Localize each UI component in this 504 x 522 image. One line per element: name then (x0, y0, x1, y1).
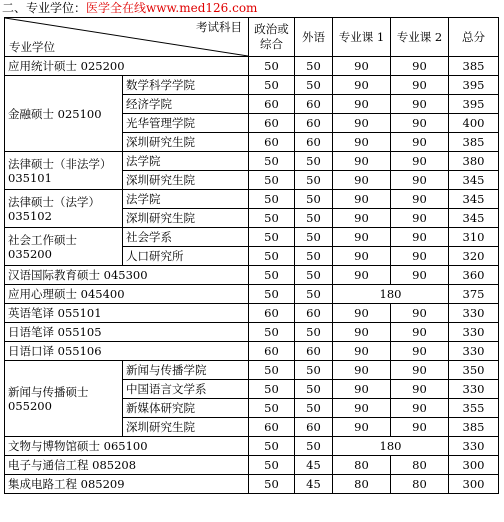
score-cell-course2: 90 (391, 342, 449, 361)
score-cell-course1: 90 (333, 323, 391, 342)
score-cell-politics: 50 (249, 57, 295, 76)
score-cell-course2: 90 (391, 95, 449, 114)
score-cell-course1: 90 (333, 152, 391, 171)
score-cell-politics: 50 (249, 361, 295, 380)
major-cell: 文物与博物馆硕士 065100 (5, 437, 249, 456)
score-cell-politics: 50 (249, 323, 295, 342)
major-cell: 应用心理硕士 045400 (5, 285, 249, 304)
score-cell-total: 345 (449, 190, 499, 209)
major-label: 专业学位 (9, 40, 55, 54)
score-cell-total: 300 (449, 456, 499, 475)
table-row (5, 456, 499, 475)
score-cell-course1: 90 (333, 342, 391, 361)
section-title: 二、专业学位： (2, 1, 87, 15)
major-cell: 集成电路工程 085209 (5, 475, 249, 494)
table-row (5, 228, 499, 247)
table-row (5, 190, 499, 209)
score-cell-course1: 90 (333, 247, 391, 266)
score-cell-politics: 50 (249, 437, 295, 456)
major-cell: 法律硕士（非法学）035101 (5, 152, 123, 190)
section-heading (2, 0, 257, 16)
department-cell: 深圳研究生院 (123, 171, 249, 190)
score-cell-total: 400 (449, 114, 499, 133)
score-cell-foreign-language: 50 (295, 171, 333, 190)
score-cell-course1: 180 (333, 437, 449, 456)
score-cell-total: 375 (449, 285, 499, 304)
subject-label: 考试科目 (196, 20, 242, 34)
score-cell-course2: 90 (391, 228, 449, 247)
score-cell-course1: 90 (333, 418, 391, 437)
score-cell-course1: 90 (333, 361, 391, 380)
score-cell-politics: 50 (249, 380, 295, 399)
score-cell-course2: 90 (391, 380, 449, 399)
header-row (5, 18, 499, 57)
score-cell-course2: 90 (391, 190, 449, 209)
score-cell-total: 345 (449, 209, 499, 228)
score-cell-total: 330 (449, 304, 499, 323)
department-cell: 深圳研究生院 (123, 209, 249, 228)
table-row (5, 285, 499, 304)
score-cell-politics: 50 (249, 152, 295, 171)
score-cell-course1: 90 (333, 190, 391, 209)
score-cell-course1: 90 (333, 380, 391, 399)
score-cell-course1: 90 (333, 76, 391, 95)
score-cell-politics: 60 (249, 304, 295, 323)
score-cell-total: 385 (449, 133, 499, 152)
score-cell-course2: 90 (391, 114, 449, 133)
score-cell-foreign-language: 60 (295, 95, 333, 114)
table-row (5, 152, 499, 171)
watermark-text: 医学全在线www.med126.com (86, 1, 258, 15)
score-cell-politics: 50 (249, 209, 295, 228)
major-cell: 电子与通信工程 085208 (5, 456, 249, 475)
score-cell-course1: 180 (333, 285, 449, 304)
score-cell-foreign-language: 50 (295, 361, 333, 380)
score-cell-total: 385 (449, 57, 499, 76)
score-cell-course2: 90 (391, 209, 449, 228)
score-cell-course1: 80 (333, 475, 391, 494)
score-cell-course2: 90 (391, 266, 449, 285)
major-cell: 日语笔译 055105 (5, 323, 249, 342)
table-body (5, 57, 499, 494)
score-cell-total: 360 (449, 266, 499, 285)
score-cell-course2: 90 (391, 171, 449, 190)
score-cell-politics: 50 (249, 171, 295, 190)
score-cell-course1: 90 (333, 95, 391, 114)
table-row (5, 57, 499, 76)
score-cell-foreign-language: 50 (295, 247, 333, 266)
score-cell-politics: 60 (249, 114, 295, 133)
score-cell-politics: 50 (249, 76, 295, 95)
score-cell-foreign-language: 50 (295, 152, 333, 171)
score-cell-foreign-language: 50 (295, 209, 333, 228)
score-cell-politics: 50 (249, 285, 295, 304)
score-cell-total: 310 (449, 228, 499, 247)
score-cell-course1: 80 (333, 456, 391, 475)
score-cell-foreign-language: 50 (295, 266, 333, 285)
score-cell-course1: 90 (333, 399, 391, 418)
score-cell-politics: 60 (249, 418, 295, 437)
col-header-politics: 政治或综合 (249, 18, 295, 57)
department-cell: 中国语言文学系 (123, 380, 249, 399)
department-cell: 光华管理学院 (123, 114, 249, 133)
major-cell: 应用统计硕士 025200 (5, 57, 249, 76)
department-cell: 法学院 (123, 190, 249, 209)
table-row (5, 304, 499, 323)
major-cell: 汉语国际教育硕士 045300 (5, 266, 249, 285)
table-row (5, 323, 499, 342)
score-cell-politics: 50 (249, 266, 295, 285)
score-cell-foreign-language: 60 (295, 418, 333, 437)
score-cell-politics: 50 (249, 228, 295, 247)
score-cell-course1: 90 (333, 57, 391, 76)
table-row (5, 361, 499, 380)
score-cell-total: 345 (449, 171, 499, 190)
department-cell: 社会学系 (123, 228, 249, 247)
score-cell-foreign-language: 50 (295, 76, 333, 95)
score-cell-politics: 60 (249, 95, 295, 114)
score-cell-course2: 90 (391, 361, 449, 380)
score-cell-course2: 80 (391, 475, 449, 494)
score-cell-course1: 90 (333, 114, 391, 133)
score-cell-course1: 90 (333, 209, 391, 228)
score-cell-course1: 90 (333, 228, 391, 247)
score-cell-foreign-language: 60 (295, 133, 333, 152)
score-cell-total: 320 (449, 247, 499, 266)
score-cell-total: 355 (449, 399, 499, 418)
score-cell-course2: 90 (391, 133, 449, 152)
score-cell-course1: 90 (333, 171, 391, 190)
score-cell-politics: 50 (249, 190, 295, 209)
table-row (5, 342, 499, 361)
score-cell-foreign-language: 50 (295, 323, 333, 342)
score-cell-course2: 90 (391, 418, 449, 437)
table-row (5, 76, 499, 95)
score-cell-total: 330 (449, 380, 499, 399)
score-cell-course1: 90 (333, 304, 391, 323)
score-cell-total: 330 (449, 323, 499, 342)
score-cell-total: 330 (449, 342, 499, 361)
score-cell-politics: 60 (249, 342, 295, 361)
score-cell-course2: 90 (391, 323, 449, 342)
score-cell-foreign-language: 50 (295, 285, 333, 304)
score-cell-total: 395 (449, 95, 499, 114)
major-cell: 社会工作硕士 035200 (5, 228, 123, 266)
score-cell-foreign-language: 50 (295, 399, 333, 418)
col-header-total: 总分 (449, 18, 499, 57)
col-header-course2: 专业课 2 (391, 18, 449, 57)
score-cell-course1: 90 (333, 266, 391, 285)
diagonal-header-cell (5, 18, 249, 57)
major-cell: 新闻与传播硕士 055200 (5, 361, 123, 437)
score-cell-total: 330 (449, 437, 499, 456)
department-cell: 数学科学学院 (123, 76, 249, 95)
major-cell: 金融硕士 025100 (5, 76, 123, 152)
score-cell-total: 350 (449, 361, 499, 380)
score-cell-politics: 50 (249, 247, 295, 266)
score-cell-course2: 90 (391, 152, 449, 171)
department-cell: 新闻与传播学院 (123, 361, 249, 380)
score-cell-course1: 90 (333, 133, 391, 152)
score-cell-foreign-language: 50 (295, 57, 333, 76)
major-cell: 日语口译 055106 (5, 342, 249, 361)
score-cell-foreign-language: 50 (295, 228, 333, 247)
major-cell: 英语笔译 055101 (5, 304, 249, 323)
major-cell: 法律硕士（法学）035102 (5, 190, 123, 228)
col-header-course1: 专业课 1 (333, 18, 391, 57)
department-cell: 深圳研究生院 (123, 418, 249, 437)
col-header-foreign-language: 外语 (295, 18, 333, 57)
department-cell: 法学院 (123, 152, 249, 171)
score-cell-foreign-language: 50 (295, 380, 333, 399)
score-cell-course2: 80 (391, 456, 449, 475)
score-cell-course2: 90 (391, 399, 449, 418)
department-cell: 新媒体研究院 (123, 399, 249, 418)
score-cell-foreign-language: 60 (295, 114, 333, 133)
score-cell-politics: 50 (249, 456, 295, 475)
score-cell-course2: 90 (391, 57, 449, 76)
table-row (5, 475, 499, 494)
table-row (5, 437, 499, 456)
table-row (5, 266, 499, 285)
score-cell-total: 300 (449, 475, 499, 494)
department-cell: 深圳研究生院 (123, 133, 249, 152)
score-cell-foreign-language: 45 (295, 475, 333, 494)
score-cell-total: 395 (449, 76, 499, 95)
score-cell-politics: 50 (249, 399, 295, 418)
score-table (4, 17, 499, 494)
score-cell-foreign-language: 60 (295, 342, 333, 361)
score-cell-foreign-language: 50 (295, 190, 333, 209)
department-cell: 人口研究所 (123, 247, 249, 266)
score-cell-course2: 90 (391, 304, 449, 323)
department-cell: 经济学院 (123, 95, 249, 114)
score-cell-course2: 90 (391, 247, 449, 266)
score-cell-foreign-language: 60 (295, 304, 333, 323)
score-cell-course2: 90 (391, 76, 449, 95)
score-cell-politics: 60 (249, 133, 295, 152)
score-cell-foreign-language: 50 (295, 437, 333, 456)
score-cell-total: 380 (449, 152, 499, 171)
score-cell-foreign-language: 45 (295, 456, 333, 475)
score-cell-total: 385 (449, 418, 499, 437)
score-cell-politics: 50 (249, 475, 295, 494)
